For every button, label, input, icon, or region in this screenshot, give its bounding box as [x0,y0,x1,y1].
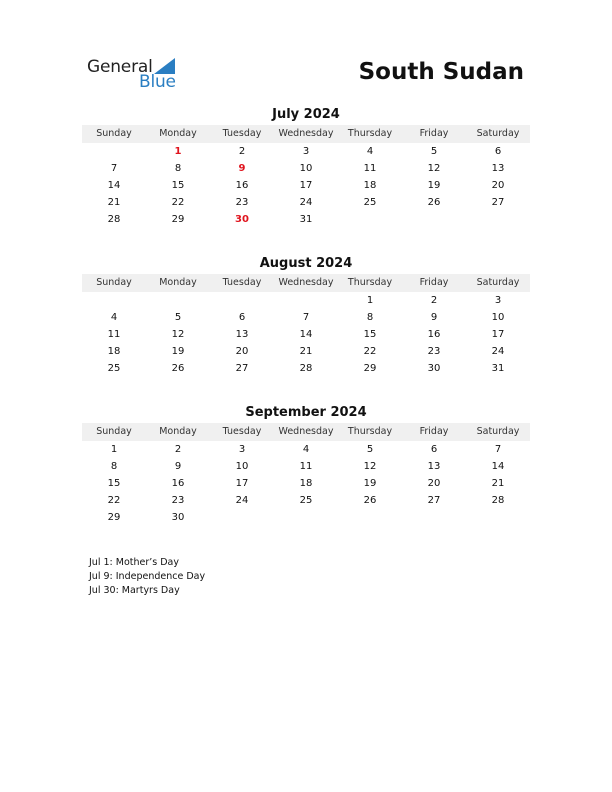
empty-date-cell [466,211,530,228]
empty-date-cell [82,292,146,309]
date-cell: 21 [299,346,313,357]
date-cell: 25 [107,363,121,374]
date-cell: 4 [302,444,310,455]
weekday-label: Sunday [96,277,132,288]
holiday-item: Jul 30: Martyrs Day [89,585,180,596]
date-cell: 2 [430,295,438,306]
date-cell: 26 [363,495,377,506]
date-cell: 19 [171,346,185,357]
date-cell: 7 [494,444,502,455]
weekday-label: Thursday [347,277,393,288]
empty-date-cell [210,509,274,526]
date-cell: 21 [107,197,121,208]
date-cell: 3 [494,295,502,306]
date-cell: 8 [174,163,182,174]
date-cell: 15 [107,478,121,489]
week-row [82,177,530,194]
weekday-label: Thursday [347,128,393,139]
week-row [82,458,530,475]
country-title: South Sudan [358,59,524,85]
date-cell: 24 [235,495,249,506]
week-row [82,194,530,211]
logo-text-blue: Blue [139,72,176,92]
date-cell: 11 [299,461,313,472]
week-row [82,292,530,309]
date-cell: 13 [235,329,249,340]
date-cell: 26 [171,363,185,374]
date-cell: 28 [107,214,121,225]
date-cell: 11 [363,163,377,174]
weekday-label: Tuesday [222,128,262,139]
date-cell: 27 [427,495,441,506]
date-cell: 9 [174,461,182,472]
date-cell: 5 [366,444,374,455]
date-cell: 16 [171,478,185,489]
empty-date-cell [146,292,210,309]
weekday-label: Wednesday [278,277,334,288]
date-cell: 24 [299,197,313,208]
empty-date-cell [210,292,274,309]
date-cell: 30 [171,512,185,523]
weekday-label: Tuesday [222,277,262,288]
date-cell: 24 [491,346,505,357]
date-cell: 25 [299,495,313,506]
date-cell: 10 [491,312,505,323]
date-cell: 22 [171,197,185,208]
date-cell: 16 [427,329,441,340]
weekday-label: Sunday [96,128,132,139]
week-row [82,343,530,360]
week-row [82,326,530,343]
weekday-label: Sunday [96,426,132,437]
weekday-label: Wednesday [278,128,334,139]
weekday-label: Saturday [476,277,520,288]
date-cell: 14 [107,180,121,191]
week-row [82,160,530,177]
date-cell: 28 [491,495,505,506]
empty-date-cell [274,509,338,526]
holiday-date-cell: 1 [174,146,182,157]
date-cell: 18 [107,346,121,357]
date-cell: 14 [491,461,505,472]
week-row [82,441,530,458]
date-cell: 31 [299,214,313,225]
date-cell: 3 [238,444,246,455]
weekday-label: Monday [159,128,197,139]
empty-date-cell [82,143,146,160]
date-cell: 5 [174,312,182,323]
date-cell: 4 [366,146,374,157]
date-cell: 15 [171,180,185,191]
date-cell: 20 [427,478,441,489]
calendar-july [82,107,530,228]
date-cell: 10 [235,461,249,472]
week-row [82,143,530,160]
date-cell: 7 [110,163,118,174]
date-cell: 26 [427,197,441,208]
month-title: August 2024 [259,256,353,271]
empty-date-cell [338,509,402,526]
weekday-label: Friday [419,277,449,288]
date-cell: 1 [110,444,118,455]
weekday-label: Wednesday [278,426,334,437]
date-cell: 16 [235,180,249,191]
date-cell: 6 [430,444,438,455]
date-cell: 22 [363,346,377,357]
date-cell: 25 [363,197,377,208]
weekday-label: Thursday [347,426,393,437]
empty-date-cell [338,211,402,228]
date-cell: 22 [107,495,121,506]
date-cell: 13 [491,163,505,174]
date-cell: 17 [235,478,249,489]
date-cell: 29 [107,512,121,523]
date-cell: 8 [366,312,374,323]
date-cell: 14 [299,329,313,340]
weekday-label: Monday [159,426,197,437]
empty-date-cell [466,509,530,526]
date-cell: 19 [427,180,441,191]
holiday-item: Jul 1: Mother’s Day [89,557,179,568]
date-cell: 28 [299,363,313,374]
holiday-date-cell: 9 [238,163,246,174]
empty-date-cell [402,509,466,526]
date-cell: 31 [491,363,505,374]
weekday-header-row [82,274,530,292]
date-cell: 12 [171,329,185,340]
weekday-header-row [82,423,530,441]
weekday-label: Tuesday [222,426,262,437]
generalblue-logo [87,57,187,91]
weekday-label: Saturday [476,128,520,139]
weekday-label: Saturday [476,426,520,437]
date-cell: 27 [491,197,505,208]
date-cell: 17 [491,329,505,340]
date-cell: 12 [427,163,441,174]
date-cell: 30 [427,363,441,374]
date-cell: 18 [299,478,313,489]
date-cell: 2 [174,444,182,455]
month-title: July 2024 [272,107,340,122]
empty-date-cell [274,292,338,309]
date-cell: 17 [299,180,313,191]
weekday-label: Friday [419,426,449,437]
week-row [82,360,530,377]
holiday-date-cell: 30 [235,214,249,225]
date-cell: 4 [110,312,118,323]
date-cell: 6 [238,312,246,323]
week-row [82,492,530,509]
date-cell: 20 [235,346,249,357]
date-cell: 3 [302,146,310,157]
date-cell: 5 [430,146,438,157]
date-cell: 12 [363,461,377,472]
week-row [82,309,530,326]
date-cell: 8 [110,461,118,472]
holiday-list [89,556,205,598]
date-cell: 19 [363,478,377,489]
logo-text-general: General [87,57,153,77]
date-cell: 9 [430,312,438,323]
date-cell: 15 [363,329,377,340]
date-cell: 13 [427,461,441,472]
date-cell: 29 [363,363,377,374]
month-title: September 2024 [245,405,367,420]
empty-date-cell [402,211,466,228]
date-cell: 21 [491,478,505,489]
week-row [82,475,530,492]
date-cell: 10 [299,163,313,174]
date-cell: 2 [238,146,246,157]
week-row [82,509,530,526]
date-cell: 18 [363,180,377,191]
calendar-august [82,256,530,377]
weekday-header-row [82,125,530,143]
date-cell: 23 [427,346,441,357]
date-cell: 6 [494,146,502,157]
date-cell: 29 [171,214,185,225]
date-cell: 23 [171,495,185,506]
date-cell: 20 [491,180,505,191]
weekday-label: Monday [159,277,197,288]
date-cell: 1 [366,295,374,306]
date-cell: 7 [302,312,310,323]
week-row [82,211,530,228]
holiday-item: Jul 9: Independence Day [89,571,206,582]
weekday-label: Friday [419,128,449,139]
date-cell: 11 [107,329,121,340]
date-cell: 27 [235,363,249,374]
calendar-september [82,405,530,526]
date-cell: 23 [235,197,249,208]
